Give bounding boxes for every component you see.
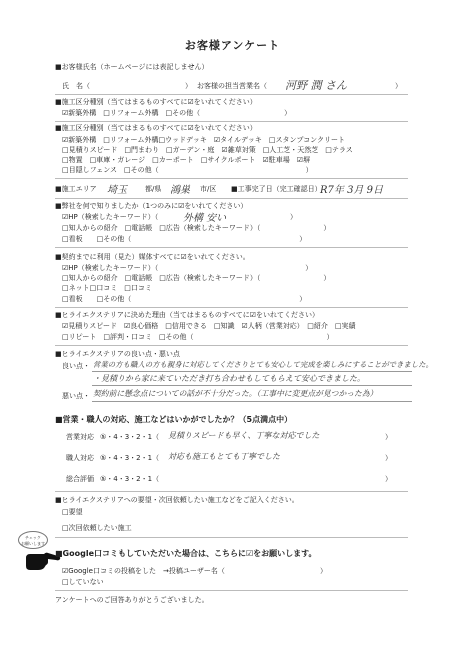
badge-text-line: チェック <box>25 535 41 540</box>
good-comment-line: ・見積りから家に来ていただき打ち合わせもしてもらえて安心できました。 <box>93 374 365 383</box>
contract-media-row: □看板 □その他（ ） <box>62 295 307 303</box>
staff-value: 河野 潤 さん <box>285 79 347 92</box>
completion-label: ■工事完了日（完工確認日） <box>231 185 322 193</box>
page-title: お客様アンケート <box>184 39 281 52</box>
google-header: ■Google口コミもしていただいた場合は、こちらに☑をお願いします。 <box>55 549 317 558</box>
work-detail-row: □目隠しフェンス □その他（ ） <box>62 166 313 174</box>
craft-comment: 対応も施工もとても丁寧でした <box>168 452 280 461</box>
completion-value: R7年 3月 9日 <box>320 185 383 196</box>
craft-close: ） <box>385 454 392 462</box>
request-item: □要望 <box>62 508 83 516</box>
discovery-row: □看板 □その他（ ） <box>62 235 307 243</box>
decision-header: ■ヒライエクステリアに決めた理由（当てはまるものすべてに☑をいれてください） <box>55 311 320 319</box>
work-detail-row: ☑新築外構 □リフォーム外構□ウッドデッキ ☑タイルデッキ □スタンプコンクリート <box>62 136 345 144</box>
divider <box>55 491 408 492</box>
pref-value: 埼玉 <box>107 185 127 196</box>
divider <box>55 121 408 122</box>
city-value: 鴻巣 <box>170 185 190 196</box>
answer-line <box>92 371 412 372</box>
discovery-row: □知人からの紹介 □電話帳 □広告（検索したキーワード）（ ） <box>62 224 331 232</box>
city-label: 市/区 <box>200 185 217 193</box>
divider <box>55 247 408 248</box>
staff-label: お客様の担当営業名（ <box>197 82 267 90</box>
google-option-posted: ☑Google口コミの投稿をした →投稿ユーザー名（ <box>62 567 225 575</box>
pref-label: 都/県 <box>145 185 162 193</box>
sales-comment: 見積りスピードも早く、丁寧な対応でした <box>168 431 320 440</box>
discovery-hp: ☑HP（検索したキーワード）（ <box>62 213 159 221</box>
good-bad-header: ■ヒライエクステリアの良い点・悪い点 <box>55 350 180 358</box>
craft-scale: ⑤・4・3・2・1（ <box>100 454 160 462</box>
name-label: 氏 名（ <box>62 82 90 90</box>
divider <box>55 345 408 346</box>
bad-label: 悪い点・ <box>62 392 90 400</box>
answer-line <box>92 401 412 402</box>
contract-media-row: □知人からの紹介 □電話帳 □広告（検索したキーワード）（ ） <box>62 274 331 282</box>
work-type-options: ☑新築外構 □リフォーム外構 □その他（ ） <box>62 109 292 117</box>
work-detail-header: ■施工区分種別（当てはまるものすべてに☑をいれてください） <box>55 124 257 132</box>
footer-thanks: アンケートへのご回答ありがとうございました。 <box>55 596 209 604</box>
answer-line <box>92 385 412 386</box>
overall-close: ） <box>385 475 392 483</box>
decision-row: ☑見積りスピード ☑良心価格 □信用できる □知識 ☑人柄（営業対応） □紹介 □実績 <box>62 322 356 330</box>
divider <box>55 590 408 591</box>
badge-text-line: お願いします <box>21 541 45 546</box>
good-comment-line: 営業の方も職人の方も親身に対応してくださりとても安心して完成を楽しみにすることができました。 <box>93 360 433 369</box>
discovery-header: ■弊社を何で知りましたか（1つのみに☑をいれてください） <box>55 202 248 210</box>
requests-header: ■ヒライエクステリアへの要望・次回依頼したい施工などをご記入ください。 <box>55 496 299 504</box>
work-detail-row: □見積りスピード □門まわり □ガーデン・庭 ☑雑草対策 □人工芝・天然芝 □テラス <box>62 146 353 154</box>
divider <box>55 178 408 179</box>
area-label: ■施工エリア <box>55 185 97 193</box>
divider <box>55 94 408 95</box>
work-type-header: ■施工区分種別（当てはまるものすべてに☑をいれてください） <box>55 98 257 106</box>
bad-comment-line: 契約前に懸念点についての話が不十分だった。（工事中に変更点が見つかった為） <box>93 389 378 398</box>
discovery-hp-value: 外構 安い <box>183 213 227 224</box>
rating-header: ■営業・職人の対応、施工などはいかがでしたか？（5点満点中） <box>55 415 293 424</box>
discovery-hp-close: ） <box>290 213 297 221</box>
divider <box>55 537 408 538</box>
name-section-header: ■お客様氏名（ホームページには表記しません） <box>55 63 209 71</box>
decision-row: □リピート □評判・口コミ □その他（ ） <box>62 333 334 341</box>
sales-label: 営業対応 <box>66 433 94 441</box>
divider <box>55 307 408 308</box>
contract-media-row: ☑HP（検索したキーワード）（ ） <box>62 264 313 272</box>
request-item: □次回依頼したい施工 <box>62 524 132 532</box>
contract-media-header: ■契約までに利用（見た）媒体すべてに☑をいれてください。 <box>55 253 250 261</box>
overall-label: 総合評価 <box>66 475 94 483</box>
name-close: ） <box>185 82 192 90</box>
contract-media-row: □ネット□口コミ □口コミ <box>62 284 152 292</box>
work-detail-row: □物置 □車庫・ガレージ □カーポート □サイクルポート ☑駐車場 ☑塀 <box>62 156 311 164</box>
overall-scale: ⑤・4・3・2・1（ <box>100 475 160 483</box>
divider <box>55 198 408 199</box>
check-request-badge <box>18 531 48 549</box>
sales-scale: ⑤・4・3・2・1（ <box>100 433 160 441</box>
craft-label: 職人対応 <box>66 454 94 462</box>
good-label: 良い点・ <box>62 362 90 370</box>
google-option-not: □していない <box>62 578 104 586</box>
sales-close: ） <box>385 433 392 441</box>
google-option-close: ） <box>320 567 327 575</box>
staff-close: ） <box>395 82 402 90</box>
